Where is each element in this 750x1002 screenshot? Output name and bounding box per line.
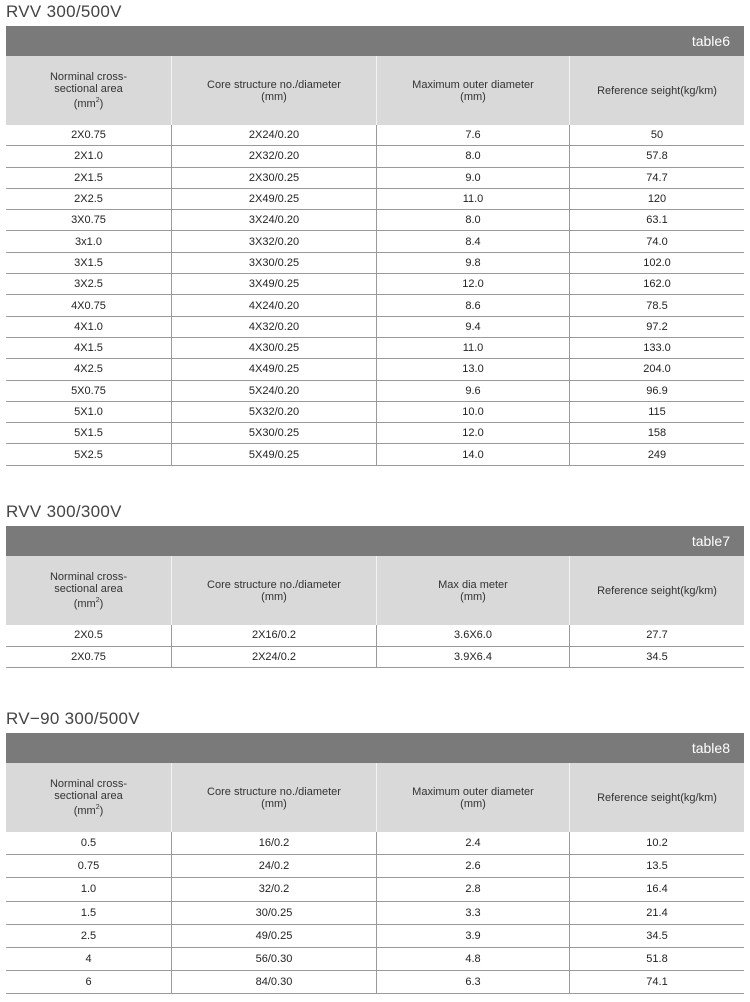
cell-core: 2X24/0.20 [172,125,377,145]
cell-diameter: 9.0 [377,168,570,188]
header-diameter [377,556,570,625]
cell-core: 4X30/0.25 [172,338,377,358]
cell-area: 3X0.75 [6,210,172,230]
table-row [6,625,744,647]
header-weight-label: Reference seight(kg/km) [597,84,717,97]
header-diameter [377,763,570,832]
cell-area: 2X0.75 [6,125,172,145]
header-area-line1: Norminal cross- [49,778,127,790]
table-row [6,168,744,189]
header-area-unit: $(mm^2)$ [73,804,104,817]
cell-diameter: 9.4 [377,317,570,337]
cell-weight: 249 [647,448,667,461]
cell-diameter: 8.6 [377,295,570,315]
table-row [6,423,744,444]
cell-core: 2X30/0.25 [172,168,377,188]
header-area-line2: sectional area [54,83,123,95]
section-title: RVV 300/500V [6,2,122,21]
cell-diameter: 12.0 [377,423,570,443]
cell-area: 2X0.75 [6,647,172,668]
section-title: RV−90 300/500V [6,709,140,728]
table-row [6,189,744,210]
cell-area: 5X0.75 [6,381,172,401]
table-row [6,359,744,380]
cell-core: 2X32/0.20 [172,146,377,166]
cell-diameter: 8.4 [377,231,570,251]
cell-weight: 16.4 [646,883,668,896]
cell-diameter: 11.0 [377,338,570,358]
cell-diameter: 12.0 [377,274,570,294]
header-area-line1: Norminal cross- [49,571,127,583]
header-weight [570,556,744,625]
header-diameter-line2: (mm) [460,90,486,103]
table-header [6,56,744,125]
cell-core: 4X49/0.25 [172,359,377,379]
cell-weight: 13.5 [646,860,668,873]
cell-core: 3X30/0.25 [172,253,377,273]
cell-weight: 63.1 [646,214,668,227]
table-body [6,625,744,668]
cell-core: 2X24/0.2 [172,647,377,668]
header-weight-label: Reference seight(kg/km) [597,584,717,597]
table-row [6,444,744,465]
table-row [6,647,744,669]
cell-weight: 120 [647,193,667,206]
header-diameter-line1: Maximum outer diameter [412,785,534,798]
cell-area: 4X1.0 [6,317,172,337]
header-area-unit: $(mm^2)$ [73,597,104,610]
cell-diameter: 9.8 [377,253,570,273]
table-row [6,402,744,423]
table-row [6,295,744,316]
cell-weight: 97.2 [646,320,668,333]
cell-diameter: 9.6 [377,381,570,401]
cell-core: 84/0.30 [172,971,377,993]
spec-table [6,26,744,466]
header-core-line1: Core structure no./diameter [207,578,341,591]
cell-area: 3X1.5 [6,253,172,273]
cell-weight: 50 [650,129,664,142]
table-row [6,253,744,274]
header-area-line1: Norminal cross- [49,71,127,83]
cell-area: 4X2.5 [6,359,172,379]
table-row [6,125,744,146]
cell-area: 5X1.0 [6,402,172,422]
cell-area: 6 [6,971,172,993]
cell-diameter: 3.9 [377,925,570,947]
cell-weight: 57.8 [646,150,668,163]
cell-core: 3X49/0.25 [172,274,377,294]
table-row [6,317,744,338]
header-core-line1: Core structure no./diameter [207,78,341,91]
table-row [6,878,744,901]
cell-diameter: 3.3 [377,902,570,924]
header-area-line2: sectional area [54,583,123,595]
cell-area: 4X0.75 [6,295,172,315]
header-weight [570,56,744,125]
cell-core: 56/0.30 [172,948,377,970]
cell-core: 24/0.2 [172,855,377,877]
spec-table [6,526,744,668]
cell-weight: 102.0 [643,256,671,269]
cell-area: 4X1.5 [6,338,172,358]
cell-core: 32/0.2 [172,878,377,900]
cell-area: 0.5 [6,832,172,854]
cell-core: 2X49/0.25 [172,189,377,209]
header-core-line2: (mm) [261,90,287,103]
table-row [6,971,744,994]
cell-area: 3X2.5 [6,274,172,294]
cell-weight: 96.9 [646,384,668,397]
cell-core: 4X24/0.20 [172,295,377,315]
cell-weight: 162.0 [643,278,671,291]
cell-core: 5X30/0.25 [172,423,377,443]
cell-core: 49/0.25 [172,925,377,947]
header-core-line2: (mm) [261,797,287,810]
table-row [6,855,744,878]
table-label: table6 [6,26,744,56]
cell-weight: 34.5 [646,929,668,942]
header-diameter [377,56,570,125]
table-row [6,925,744,948]
cell-area: 1.5 [6,902,172,924]
cell-core: 5X49/0.25 [172,444,377,464]
cell-weight: 115 [648,406,666,418]
cell-weight: 204.0 [643,363,671,376]
cell-diameter: 4.8 [377,948,570,970]
spec-table [6,733,744,994]
cell-weight: 27.7 [646,629,668,642]
table-row [6,231,744,252]
header-core [172,763,377,832]
cell-diameter: 8.0 [377,146,570,166]
table-label: table8 [6,733,744,763]
cell-core: 5X24/0.20 [172,381,377,401]
cell-area: 5X1.5 [6,423,172,443]
cell-diameter: 8.0 [377,210,570,230]
cell-area: 0.75 [6,855,172,877]
table-row [6,146,744,167]
table-row [6,832,744,855]
cell-area: 2X1.0 [6,146,172,166]
cell-area: 2X0.5 [6,625,172,646]
cell-diameter: 11.0 [377,189,570,209]
cell-area: 2X1.5 [6,168,172,188]
header-diameter-line1: Maximum outer diameter [412,78,534,91]
cell-diameter: 3.9X6.4 [377,647,570,668]
header-core [172,56,377,125]
cell-weight: 74.1 [646,976,668,989]
header-area-unit: $(mm^2)$ [73,97,104,110]
cell-diameter: 6.3 [377,971,570,993]
header-area [6,56,172,125]
header-core-line1: Core structure no./diameter [207,785,341,798]
cell-weight: 74.0 [646,235,668,248]
cell-core: 5X32/0.20 [172,402,377,422]
cell-area: 4 [6,948,172,970]
table-row [6,338,744,359]
cell-diameter: 2.8 [377,878,570,900]
table-row [6,274,744,295]
cell-area: 2.5 [6,925,172,947]
cell-core: 4X32/0.20 [172,317,377,337]
table-header [6,763,744,832]
header-core [172,556,377,625]
cell-core: 3X32/0.20 [172,231,377,251]
table-body [6,832,744,994]
table-header [6,556,744,625]
cell-weight: 74.7 [646,171,668,184]
section-title: RVV 300/300V [6,502,122,521]
table-row [6,210,744,231]
cell-core: 16/0.2 [172,832,377,854]
cell-area: 3x1.0 [6,231,172,251]
table-row [6,902,744,925]
cell-weight: 10.2 [646,837,668,850]
cell-diameter: 14.0 [377,444,570,464]
header-weight [570,763,744,832]
cell-core: 3X24/0.20 [172,210,377,230]
cell-core: 2X16/0.2 [172,625,377,646]
cell-weight: 133.0 [643,342,671,355]
table-body [6,125,744,466]
cell-diameter: 2.6 [377,855,570,877]
cell-diameter: 2.4 [377,832,570,854]
header-diameter-line1: Max dia meter [438,578,508,591]
cell-diameter: 3.6X6.0 [377,625,570,646]
cell-area: 5X2.5 [6,444,172,464]
cell-weight: 21.4 [646,906,668,919]
header-area [6,763,172,832]
cell-weight: 158 [647,427,667,440]
cell-diameter: 7.6 [377,125,570,145]
cell-diameter: 13.0 [377,359,570,379]
table-label: table7 [6,526,744,556]
cell-core: 30/0.25 [172,902,377,924]
cell-weight: 78.5 [646,299,668,312]
cell-diameter: 10.0 [377,402,570,422]
cell-weight: 51.8 [646,953,668,966]
cell-weight: 34.5 [646,650,668,663]
header-diameter-line2: (mm) [460,797,486,810]
cell-area: 1.0 [6,878,172,900]
table-row [6,948,744,971]
header-area-line2: sectional area [54,790,123,802]
header-core-line2: (mm) [261,590,287,603]
header-area [6,556,172,625]
header-diameter-line2: (mm) [460,590,486,603]
table-row [6,381,744,402]
cell-area: 2X2.5 [6,189,172,209]
header-weight-label: Reference seight(kg/km) [597,791,717,804]
